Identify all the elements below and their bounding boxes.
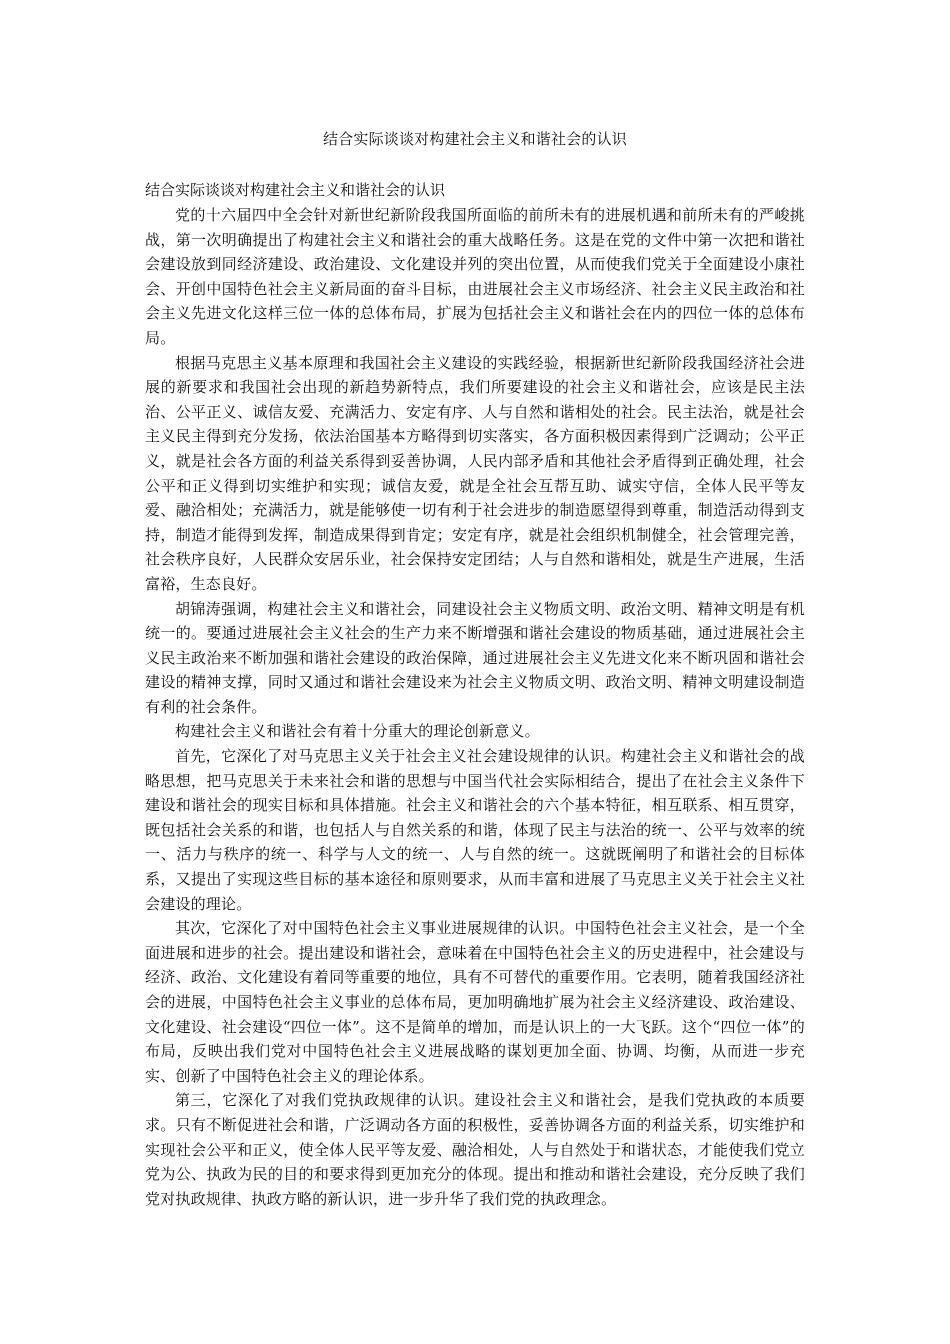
paragraph-3: 胡锦涛强调，构建社会主义和谐社会，同建设社会主义物质文明、政治文明、精神文明是有机统一的。要通过进展社会主义社会的生产力来不断增强和谐社会建设的物质基础，通过进展社会主义民主政治来不断加强和谐社会建设的政治保障，通过进展社会主义先进文化来不断巩固和谐社会建设的精神支撑，同时又通过和谐社会建设来为社会主义物质文明、政治文明、精神文明建设制造有利的社会条件。 (145, 599, 805, 716)
document-title: 结合实际谈谈对构建社会主义和谐社会的认识 (322, 130, 627, 148)
paragraph-4: 构建社会主义和谐社会有着十分重大的理论创新意义。 (175, 722, 540, 741)
paragraph-5: 首先，它深化了对马克思主义关于社会主义社会建设规律的认识。构建社会主义和谐社会的战略思想，把马克思关于未来社会和谐的思想与中国当代社会实际相结合，提出了在社会主义条件下建设和谐社会的现实目标和具体措施。社会主义和谐社会的六个基本特征，相互联系、相互贯穿，既包括社会关系的和谐，也包括人与自然关系的和谐，体现了民主与法治的统一、公平与效率的统一、活力与秩序的统一、科学与人文的统一、人与自然的统一。这就既阐明了和谐社会的目标体系，又提出了实现这些目标的基本途径和原则要求，从而丰富和进展了马克思主义关于社会主义社会建设的理论。 (145, 747, 805, 913)
paragraph-6: 其次，它深化了对中国特色社会主义事业进展规律的认识。中国特色社会主义社会，是一个全面进展和进步的社会。提出建设和谐社会，意味着在中国特色社会主义的历史进程中，社会建设与经济、政治、文化建设有着同等重要的地位，具有不可替代的重要作用。它表明，随着我国经济社会的进展，中国特色社会主义事业的总体布局，更加明确地扩展为社会主义经济建设、政治建设、文化建设、社会建设“四位一体”。这不是简单的增加，而是认识上的一大飞跃。这个“四位一体”的布局，反映出我们党对中国特色社会主义进展战略的谋划更加全面、协调、均衡，从而进一步充实、创新了中国特色社会主义的理论体系。 (145, 919, 805, 1085)
document-subtitle: 结合实际谈谈对构建社会主义和谐社会的认识 (145, 181, 446, 199)
document-page (145, 128, 805, 1211)
paragraph-1: 党的十六届四中全会针对新世纪新阶段我国所面临的前所未有的进展机遇和前所未有的严峻挑战，第一次明确提出了构建社会主义和谐社会的重大战略任务。这是在党的文件中第一次把和谐社会建设放到同经济建设、政治建设、文化建设并列的突出位置，从而使我们党关于全面建设小康社会、开创中国特色社会主义新局面的奋斗目标，由进展社会主义市场经济、社会主义民主政治和社会主义先进文化这样三位一体的总体布局，扩展为包括社会主义和谐社会在内的四位一体的总体布局。 (145, 206, 805, 347)
paragraph-7: 第三，它深化了对我们党执政规律的认识。建设社会主义和谐社会，是我们党执政的本质要求。只有不断促进社会和谐，广泛调动各方面的积极性，妥善协调各方面的利益关系，切实维护和实现社会公平和正义，使全体人民平等友爱、融洽相处，人与自然处于和谐状态，才能使我们党立党为公、执政为民的目的和要求得到更加充分的体现。提出和推动和谐社会建设，充分反映了我们党对执政规律、执政方略的新认识，进一步升华了我们党的执政理念。 (145, 1091, 805, 1208)
paragraph-2: 根据马克思主义基本原理和我国社会主义建设的实践经验，根据新世纪新阶段我国经济社会进展的新要求和我国社会出现的新趋势新特点，我们所要建设的社会主义和谐社会，应该是民主法治、公平正义、诚信友爱、充满活力、安定有序、人与自然和谐相处的社会。民主法治，就是社会主义民主得到充分发扬，依法治国基本方略得到切实落实，各方面积极因素得到广泛调动；公平正义，就是社会各方面的利益关系得到妥善协调，人民内部矛盾和其他社会矛盾得到正确处理，社会公平和正义得到切实维护和实现；诚信友爱，就是全社会互帮互助、诚实守信，全体人民平等友爱、融洽相处；充满活力，就是能够使一切有利于社会进步的制造愿望得到尊重，制造活动得到支持，制造才能得到发挥，制造成果得到肯定；安定有序，就是社会组织机制健全，社会管理完善，社会秩序良好，人民群众安居乐业，社会保持安定团结；人与自然和谐相处，就是生产进展，生活富裕，生态良好。 (145, 353, 805, 593)
